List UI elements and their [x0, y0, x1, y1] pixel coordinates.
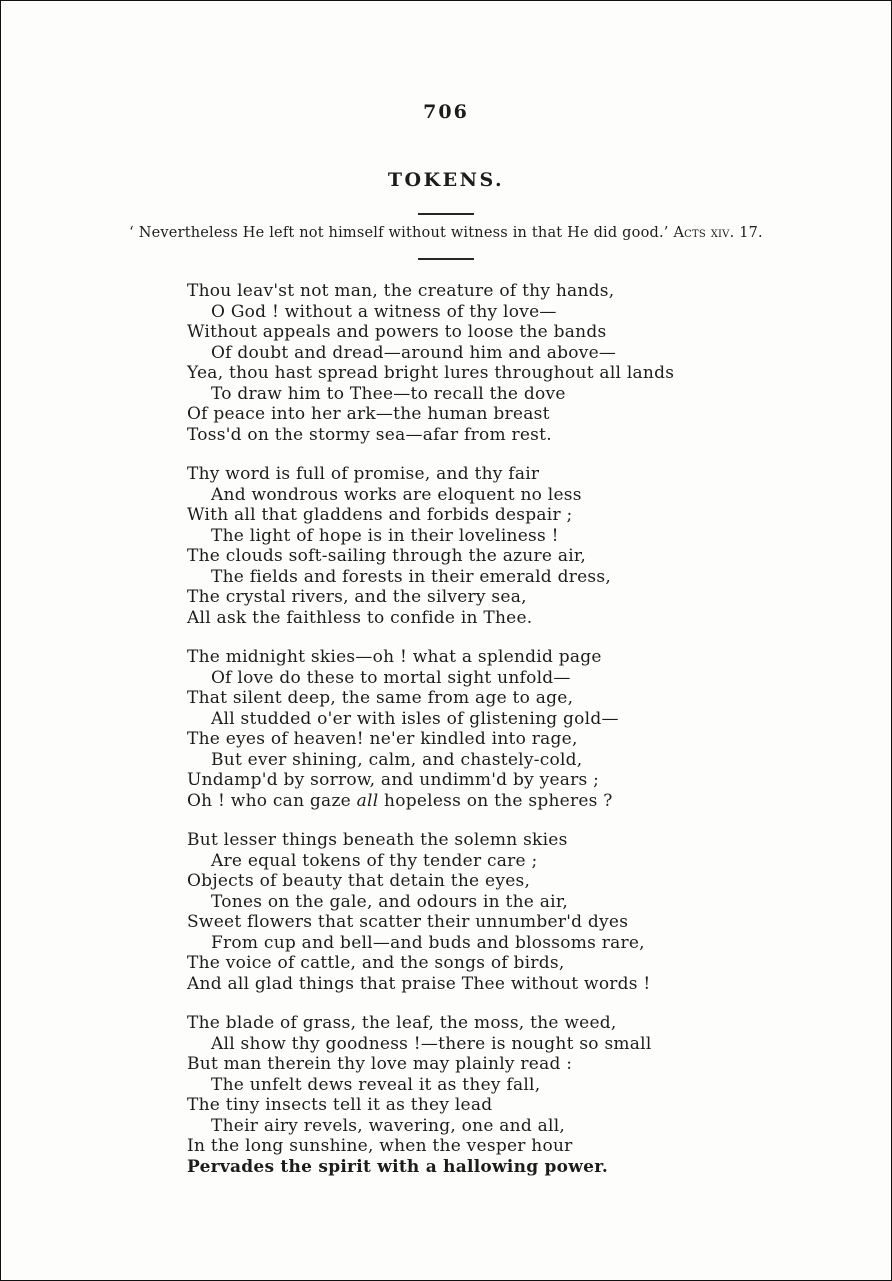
- poem-line: [187, 363, 747, 384]
- poem-line-segment: All studded o'er with isles of glistening gold—: [211, 708, 619, 729]
- poem-line: [187, 1013, 747, 1034]
- poem-line-segment: But lesser things beneath the solemn skies: [187, 830, 568, 850]
- poem-line-segment: Without appeals and powers to loose the bands: [187, 322, 607, 342]
- poem-line-segment: Tones on the gale, and odours in the air,: [211, 891, 568, 912]
- poem-line: [187, 587, 747, 608]
- poem-line: [187, 384, 747, 405]
- poem-line: [187, 770, 747, 791]
- poem-line: [187, 281, 747, 302]
- poem-line-segment: The light of hope is in their loveliness !: [211, 525, 559, 546]
- poem-line: [187, 750, 747, 771]
- poem-line: [187, 322, 747, 343]
- poem-line-segment: In the long sunshine, when the vesper hour: [187, 1136, 573, 1156]
- poem-title: TOKENS.: [387, 169, 505, 191]
- poem-line: [187, 1095, 747, 1116]
- poem-line: [187, 729, 747, 750]
- poem-line: [187, 668, 747, 689]
- poem-line: [187, 709, 747, 730]
- poem-line-segment: Oh ! who can gaze: [187, 790, 357, 811]
- poem-line-segment: That silent deep, the same from age to age,: [187, 688, 574, 708]
- stanza: [187, 281, 747, 445]
- poem-line-segment: With all that gladdens and forbids despair ;: [187, 505, 573, 525]
- poem-line-segment: Yea, thou hast spread bright lures throughout all lands: [187, 363, 675, 383]
- poem-line: [187, 647, 747, 668]
- poem-line: [187, 871, 747, 892]
- poem-line: [187, 1116, 747, 1137]
- poem-line-segment: The fields and forests in their emerald dress,: [211, 566, 612, 587]
- poem-line-segment: All show thy goodness !—there is nought so small: [211, 1033, 652, 1054]
- poem-line-segment: all: [356, 790, 379, 811]
- stanza: [187, 1013, 747, 1177]
- poem-line-segment: Thy word is full of promise, and thy fair: [187, 464, 540, 484]
- poem-line-segment: The blade of grass, the leaf, the moss, the weed,: [187, 1013, 617, 1033]
- poem-line: [187, 464, 747, 485]
- poem-line-segment: The voice of cattle, and the songs of birds,: [187, 953, 565, 973]
- poem-line-segment: Their airy revels, wavering, one and all,: [211, 1115, 566, 1136]
- epigraph-citation: Acts xiv. 17.: [673, 225, 763, 241]
- poem-line-segment: The crystal rivers, and the silvery sea,: [187, 587, 527, 607]
- poem-line-segment: hopeless on the spheres ?: [378, 790, 613, 811]
- poem-line: [187, 425, 747, 446]
- poem-line: [187, 1157, 747, 1178]
- poem-line: [187, 791, 747, 812]
- poem-line-segment: Objects of beauty that detain the eyes,: [187, 871, 531, 891]
- epigraph: [1, 225, 891, 241]
- poem-line-segment: The clouds soft-sailing through the azure air,: [187, 546, 587, 566]
- title-divider-rule: [418, 213, 474, 215]
- poem-line: [187, 953, 747, 974]
- poem-line: [187, 608, 747, 629]
- poem-line: [187, 1034, 747, 1055]
- poem-line: [187, 933, 747, 954]
- poem-line-segment: O God ! without a witness of thy love—: [211, 301, 557, 322]
- poem-line-segment: But ever shining, calm, and chastely-cold,: [211, 749, 583, 770]
- stanza: [187, 464, 747, 628]
- page-number: 706: [423, 101, 469, 123]
- epigraph-divider-rule: [418, 258, 474, 260]
- poem-line: [187, 688, 747, 709]
- poem-line-segment: The unfelt dews reveal it as they fall,: [211, 1074, 541, 1095]
- poem-line: [187, 830, 747, 851]
- poem-line: [187, 851, 747, 872]
- poem-line-segment: The midnight skies—oh ! what a splendid page: [187, 647, 602, 667]
- poem-line-segment: All ask the faithless to confide in Thee.: [187, 607, 533, 628]
- poem-line-segment: And all glad things that praise Thee without words !: [187, 973, 651, 994]
- poem-line: [187, 1136, 747, 1157]
- poem-line-segment: To draw him to Thee—to recall the dove: [211, 383, 566, 404]
- poem-line-segment: Pervades the spirit with a hallowing power.: [187, 1156, 609, 1177]
- poem-line-segment: Of doubt and dread—around him and above—: [211, 342, 617, 363]
- poem-line-segment: Undamp'd by sorrow, and undimm'd by years ;: [187, 770, 600, 790]
- poem-line-segment: But man therein thy love may plainly read :: [187, 1054, 573, 1074]
- poem-line: [187, 892, 747, 913]
- poem-line-segment: The tiny insects tell it as they lead: [187, 1095, 493, 1115]
- poem-line: [187, 404, 747, 425]
- epigraph-quote: ‘ Nevertheless He left not himself without witness in that He did good.’: [129, 225, 674, 241]
- poem-line: [187, 1054, 747, 1075]
- poem-line: [187, 974, 747, 995]
- poem-line: [187, 343, 747, 364]
- poem-line: [187, 1075, 747, 1096]
- poem-line-segment: Sweet flowers that scatter their unnumber'd dyes: [187, 912, 629, 932]
- poem-line-segment: The eyes of heaven! ne'er kindled into rage,: [187, 729, 578, 749]
- poem-line: [187, 485, 747, 506]
- poem-line: [187, 505, 747, 526]
- stanza: [187, 830, 747, 994]
- poem: [187, 281, 747, 1196]
- poem-line: [187, 302, 747, 323]
- poem-line: [187, 526, 747, 547]
- poem-line-segment: From cup and bell—and buds and blossoms rare,: [211, 932, 645, 953]
- poem-line-segment: Thou leav'st not man, the creature of thy hands,: [187, 281, 615, 301]
- stanza: [187, 647, 747, 811]
- poem-line-segment: Of peace into her ark—the human breast: [187, 404, 550, 424]
- poem-line: [187, 567, 747, 588]
- poem-line-segment: And wondrous works are eloquent no less: [211, 484, 582, 505]
- poem-line-segment: Are equal tokens of thy tender care ;: [211, 850, 538, 871]
- poem-line-segment: Of love do these to mortal sight unfold—: [211, 667, 571, 688]
- poem-line: [187, 546, 747, 567]
- poem-line: [187, 912, 747, 933]
- poem-line-segment: Toss'd on the stormy sea—afar from rest.: [187, 424, 552, 445]
